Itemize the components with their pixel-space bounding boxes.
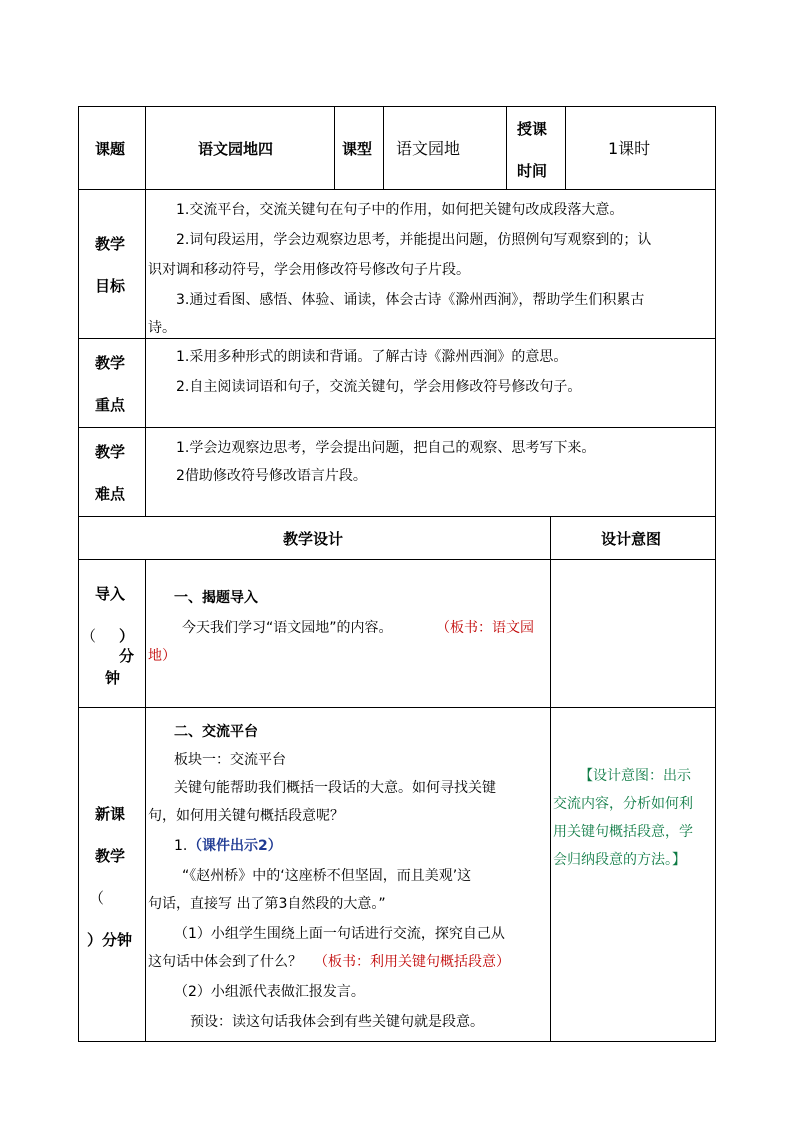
newlesson-label-4: ）分钟	[87, 931, 133, 949]
newlesson-label-1: 新课	[95, 805, 126, 823]
step1-line-b: 这句话中体会到了什么？	[148, 954, 302, 970]
type-label-cell	[334, 106, 384, 190]
intro-content-cell	[145, 559, 551, 708]
item1-cue: （课件出示2）	[188, 838, 282, 854]
newlesson-label-cell	[78, 707, 146, 1042]
type-label: 课型	[342, 140, 373, 158]
difficulty-line-1: 1.学会边观察边思考，学会提出问题，把自己的观察、思考写下来。	[176, 440, 596, 456]
goal-line-3b: 诗。	[148, 320, 176, 336]
intro-label-3: 钟	[105, 669, 121, 687]
newlesson-intent-cell	[550, 707, 716, 1042]
preset-line: 预设：读这句话我体会到有些关键句就是段意。	[190, 1014, 484, 1030]
type-value-cell	[383, 106, 507, 190]
intro-label-cell	[78, 559, 146, 708]
keypoint-line-1: 1.采用多种形式的朗读和背诵。了解古诗《滁州西涧》的意思。	[176, 349, 568, 365]
design-header-right-cell	[550, 516, 716, 560]
goals-label-1: 教学	[95, 235, 126, 253]
goals-label-cell	[78, 189, 146, 339]
lesson-plan-table	[78, 106, 716, 1042]
step2-line: （2）小组派代表做汇报发言。	[174, 984, 365, 1000]
time-label-1: 授课	[517, 120, 548, 138]
time-value-cell	[565, 106, 716, 190]
keypoint-line-2: 2.自主阅读词语和句子，交流关键句，学会用修改符号修改句子。	[176, 379, 582, 395]
time-label-cell	[506, 106, 566, 190]
goals-content-cell	[145, 189, 716, 339]
quote-line-a: “《赵州桥》中的‘这座桥不但坚固，而且美观’这	[182, 868, 472, 884]
topic-value: 语文园地四	[198, 140, 274, 158]
newlesson-content-cell	[145, 707, 551, 1042]
topic-label-cell	[78, 106, 146, 190]
keypoints-label-cell	[78, 338, 146, 428]
time-label-2: 时间	[517, 162, 548, 180]
intro-heading: 一、揭题导入	[174, 590, 258, 606]
keypoints-content-cell	[145, 338, 716, 428]
intro-label-1: 导入	[95, 585, 126, 603]
newlesson-label-3: （	[89, 889, 105, 907]
intro-intent-cell	[550, 559, 716, 708]
quote-line-b: 句话，直接写 出了第3自然段的大意。”	[148, 896, 386, 912]
intent-line-b: 交流内容，分析如何利	[553, 796, 693, 812]
difficulties-label-cell	[78, 427, 146, 517]
item1-number: 1.	[174, 838, 188, 854]
topic-value-cell	[145, 106, 335, 190]
design-header-right: 设计意图	[601, 530, 662, 548]
step1-board: （板书：利用关键句概括段意）	[314, 954, 510, 970]
intro-label-2a: （	[81, 627, 97, 645]
newlesson-label-2: 教学	[95, 847, 126, 865]
newlesson-p1a: 关键句能帮助我们概括一段话的大意。如何寻找关键	[174, 780, 496, 796]
intro-text-a: 今天我们学习“语文园地”的内容。	[182, 620, 393, 636]
keypoints-label-2: 重点	[95, 396, 126, 414]
intro-board-a: （板书：语文园	[436, 620, 534, 636]
newlesson-block: 板块一：交流平台	[174, 752, 286, 768]
difficulties-label-1: 教学	[95, 443, 126, 461]
intro-board-b: 地）	[148, 648, 176, 664]
type-value: 语文园地	[396, 139, 461, 158]
time-value: 1课时	[608, 139, 651, 158]
goal-line-3a: 3.通过看图、感悟、体验、诵读，体会古诗《滁州西涧》，帮助学生们积累古	[176, 292, 645, 308]
goal-line-2b: 识对调和移动符号，学会用修改符号修改句子片段。	[148, 262, 470, 278]
newlesson-p1b: 句，如何用关键句概括段意呢？	[148, 808, 344, 824]
newlesson-heading: 二、交流平台	[174, 724, 258, 740]
step1-line-a: （1）小组学生围绕上面一句话进行交流，探究自己从	[174, 926, 505, 942]
topic-label: 课题	[95, 140, 126, 158]
keypoints-label-1: 教学	[95, 354, 126, 372]
goal-line-2a: 2.词句段运用，学会边观察边思考，并能提出问题，仿照例句写观察到的；认	[176, 232, 652, 248]
design-header-left: 教学设计	[283, 530, 344, 548]
design-header-left-cell	[78, 516, 551, 560]
difficulties-label-2: 难点	[95, 485, 126, 503]
intent-line-d: 会归纳段意的方法。】	[553, 852, 686, 868]
goal-line-1: 1.交流平台，交流关键句在句子中的作用，如何把关键句改成段落大意。	[176, 202, 624, 218]
difficulty-line-2: 2借助修改符号修改语言片段。	[176, 468, 367, 484]
intent-line-c: 用关键句概括段意，学	[553, 824, 693, 840]
intro-label-2b: ）分	[119, 627, 135, 665]
difficulties-content-cell	[145, 427, 716, 517]
intent-line-a: 【设计意图：出示	[579, 768, 691, 784]
goals-label-2: 目标	[95, 277, 126, 295]
